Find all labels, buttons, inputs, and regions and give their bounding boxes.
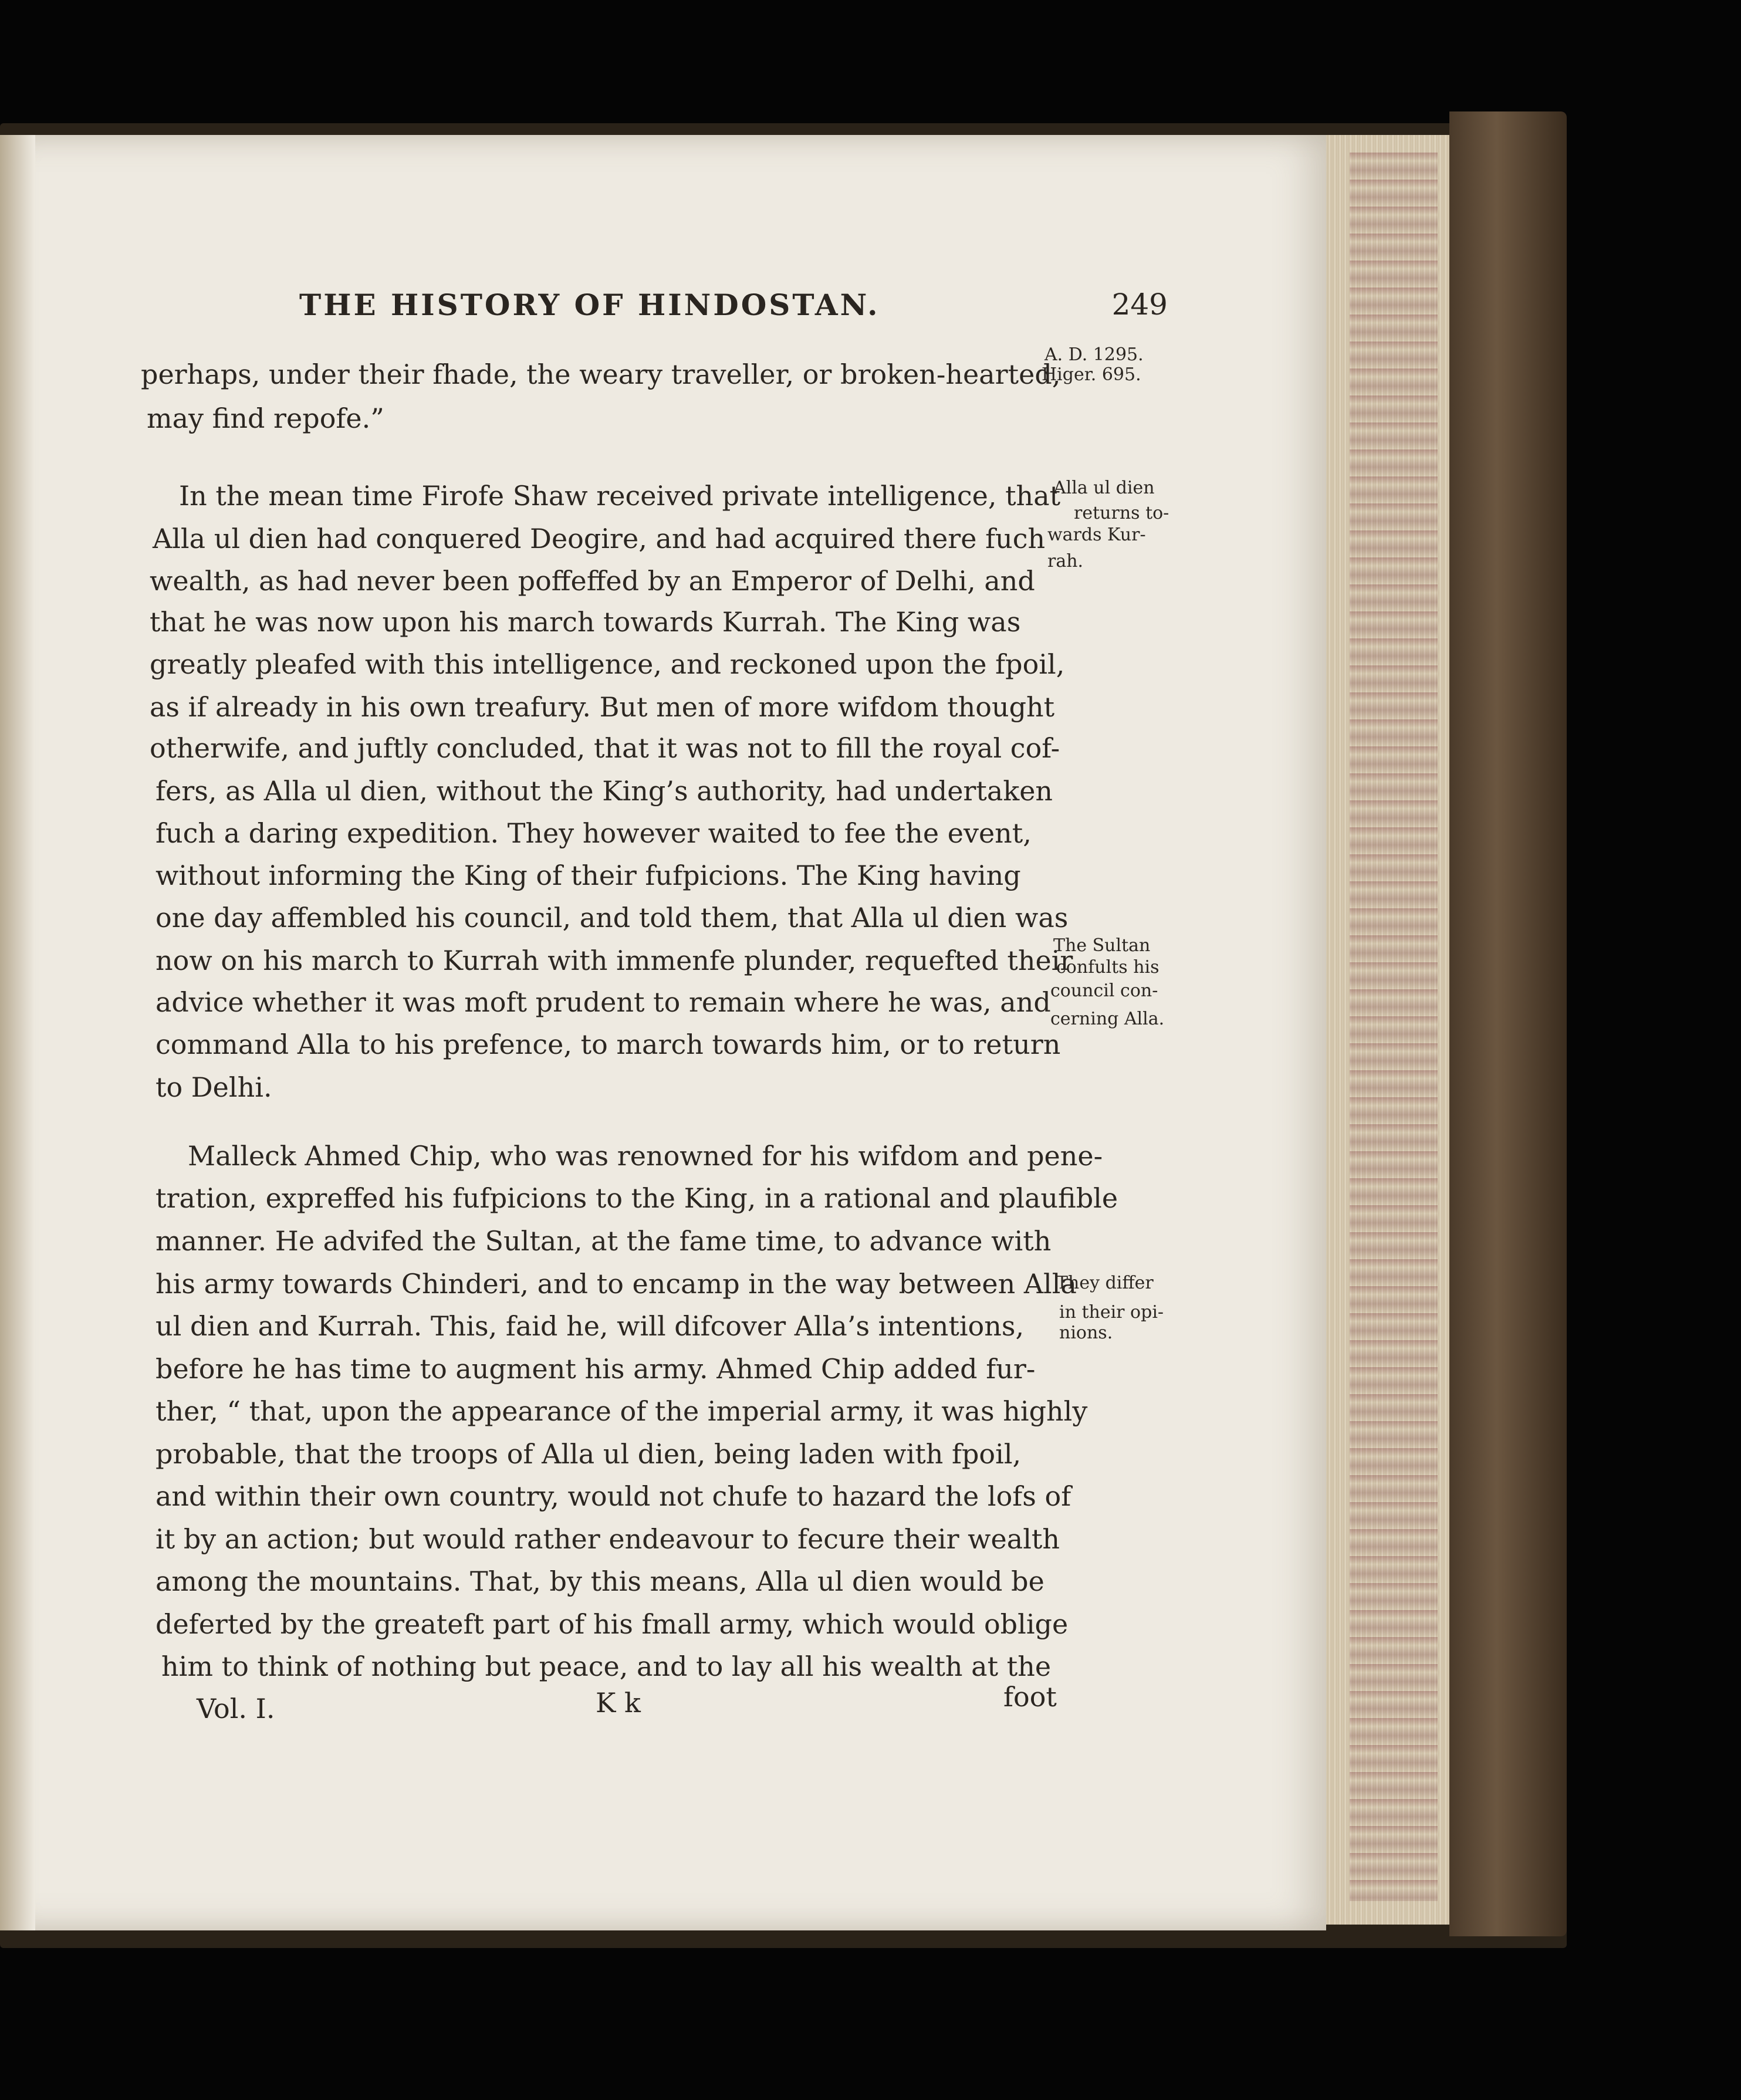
- text-line: otherwife, and juftly concluded, that it was not to fill the royal cof-: [150, 732, 1060, 764]
- text-line: manner. He advifed the Sultan, at the fame time, to advance with: [155, 1225, 1052, 1257]
- book-cover: [1449, 111, 1567, 1936]
- running-header: [299, 288, 1168, 329]
- text-line: that he was now upon his march towards Kurrah. The King was: [150, 606, 1021, 638]
- spine-gutter: [0, 135, 35, 1930]
- text-line: In the mean time Firofe Shaw received private intelligence, that: [179, 480, 1061, 512]
- note-line: returns to-: [1074, 503, 1169, 523]
- signature-mark: K k: [596, 1687, 641, 1719]
- note-line: confults his: [1056, 957, 1159, 978]
- text-line: as if already in his own treafury. But men of more wifdom thought: [150, 691, 1055, 723]
- note-line: The Sultan: [1053, 935, 1151, 956]
- text-line: probable, that the troops of Alla ul dien, being laden with fpoil,: [155, 1438, 1022, 1470]
- text-line: tration, expreffed his fufpicions to the King, in a rational and plaufible: [155, 1182, 1118, 1214]
- text-line: it by an action; but would rather endeavour to fecure their wealth: [155, 1523, 1060, 1555]
- note-line: in their opi-: [1059, 1302, 1164, 1323]
- text-line: now on his march to Kurrah with immenfe plunder, requefted their: [155, 945, 1073, 976]
- text-line: fers, as Alla ul dien, without the King’s authority, had undertaken: [155, 775, 1053, 807]
- note-line: council con-: [1050, 980, 1158, 1001]
- text-line: greatly pleafed with this intelligence, and reckoned upon the fpoil,: [150, 648, 1065, 680]
- note-line: cerning Alla.: [1050, 1009, 1165, 1029]
- text-line: may find repofe.”: [147, 403, 384, 434]
- note-line: Alla ul dien: [1053, 478, 1155, 498]
- text-line: to Delhi.: [155, 1071, 272, 1103]
- page-edge-speckle: [1350, 153, 1438, 1901]
- note-line: rah.: [1047, 551, 1084, 572]
- catchword: foot: [1003, 1681, 1057, 1713]
- text-line: and within their own country, would not chufe to hazard the lofs of: [155, 1480, 1071, 1512]
- text-line: one day affembled his council, and told them, that Alla ul dien was: [155, 902, 1069, 934]
- text-line: ul dien and Kurrah. This, faid he, will difcover Alla’s intentions,: [155, 1310, 1025, 1342]
- volume-number: Vol. I.: [197, 1693, 275, 1724]
- date-ad: A. D. 1295.: [1044, 344, 1144, 365]
- text-line: Malleck Ahmed Chip, who was renowned for his wifdom and pene-: [188, 1140, 1103, 1172]
- note-line: wards Kur-: [1047, 525, 1146, 545]
- text-line: deferted by the greateft part of his fmall army, which would oblige: [155, 1608, 1069, 1640]
- text-line: his army towards Chinderi, and to encamp in the way between Alla: [155, 1268, 1077, 1300]
- text-line: ther, “ that, upon the appearance of the imperial army, it was highly: [155, 1395, 1088, 1427]
- text-line: wealth, as had never been poffeffed by an Emperor of Delhi, and: [150, 565, 1035, 597]
- running-title: THE HISTORY OF HINDOSTAN.: [299, 288, 880, 322]
- text-line: Alla ul dien had conquered Deogire, and had acquired there fuch: [153, 523, 1046, 554]
- text-line: perhaps, under their fhade, the weary traveller, or broken-hearted,: [141, 359, 1061, 390]
- text-line: among the mountains. That, by this means, Alla ul dien would be: [155, 1565, 1044, 1597]
- text-line: fuch a daring expedition. They however waited to fee the event,: [155, 817, 1032, 849]
- page-number: 249: [1111, 288, 1168, 322]
- note-line: nions.: [1059, 1323, 1113, 1343]
- text-line: before he has time to augment his army. Ahmed Chip added fur-: [155, 1353, 1036, 1385]
- text-line: without informing the King of their fufpicions. The King having: [155, 860, 1021, 891]
- date-higer: Higer. 695.: [1042, 364, 1141, 385]
- text-line: command Alla to his prefence, to march towards him, or to return: [155, 1029, 1061, 1060]
- text-line: advice whether it was moft prudent to remain where he was, and: [155, 986, 1051, 1018]
- text-line: him to think of nothing but peace, and to lay all his wealth at the: [161, 1651, 1052, 1682]
- note-line: They differ: [1056, 1273, 1154, 1293]
